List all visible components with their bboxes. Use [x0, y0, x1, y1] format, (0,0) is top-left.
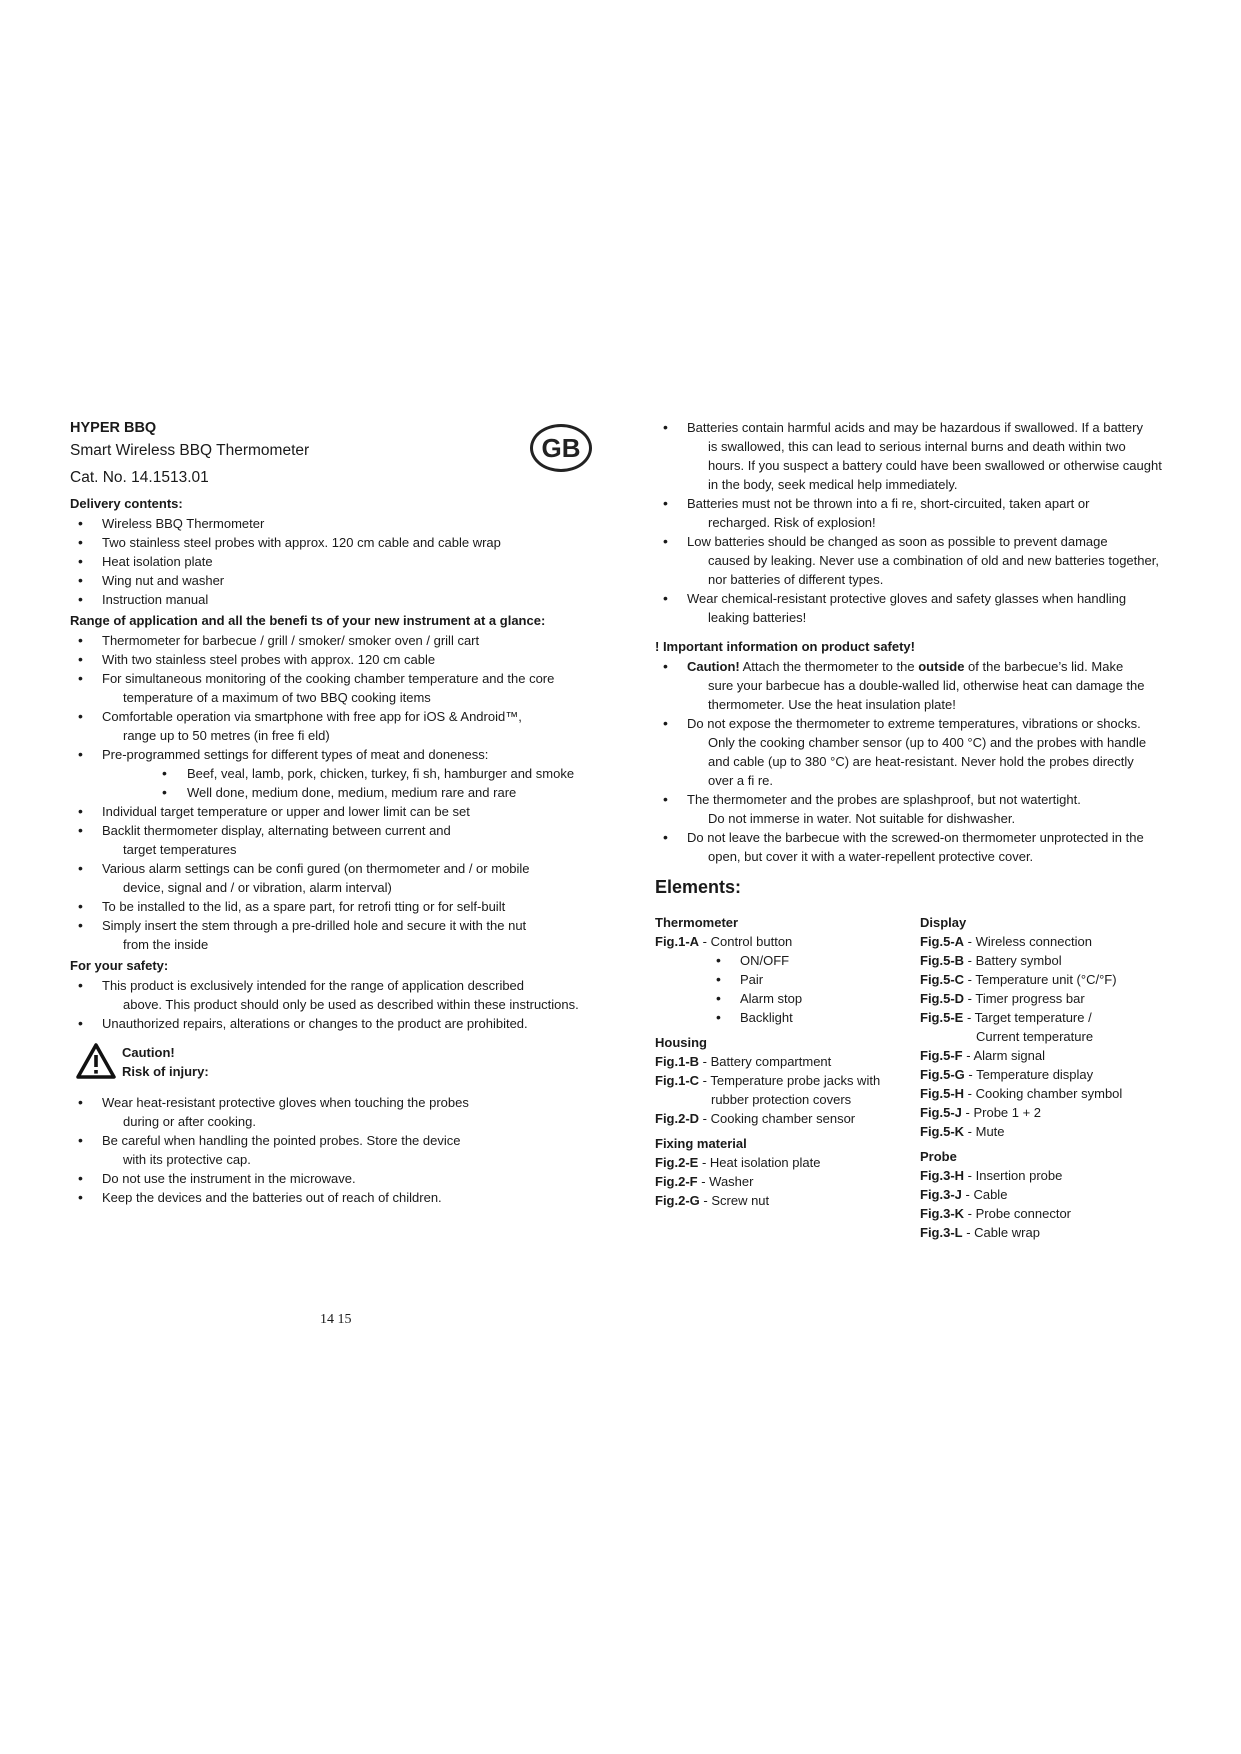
list-item-continuation: leaking batteries!	[708, 610, 807, 625]
list-item: • Pair	[655, 970, 915, 989]
list-item: • Thermometer for barbecue / grill / smoker/ smoker oven / grill cart	[70, 631, 610, 650]
fig-text-continuation: rubber protection covers	[711, 1092, 852, 1107]
list-item-continuation: recharged. Risk of explosion!	[708, 515, 876, 530]
fig-1c	[655, 1071, 915, 1109]
battery-list	[655, 418, 1185, 627]
fig-text: - Cooking chamber sensor	[699, 1111, 856, 1126]
fig-text: - Cable wrap	[962, 1225, 1040, 1240]
fig-code: Fig.5-D	[920, 991, 965, 1006]
fig-text: - Probe connector	[964, 1206, 1072, 1221]
control-button-functions	[655, 951, 915, 1027]
fixing-heading: Fixing material	[655, 1136, 747, 1151]
range-list	[70, 631, 610, 954]
inline-bold: outside	[918, 659, 965, 674]
list-item: • ON/OFF	[655, 951, 915, 970]
list-item	[70, 1093, 610, 1131]
list-item-text: Wear heat-resistant protective gloves when touching the probes	[102, 1095, 469, 1110]
fig-text: - Timer progress bar	[964, 991, 1085, 1006]
fig-text: - Mute	[964, 1124, 1005, 1139]
list-item-continuation: Do not immerse in water. Not suitable for dishwasher.	[708, 811, 1016, 826]
elements-right-column	[920, 907, 1180, 1242]
fig-2d	[655, 1109, 915, 1128]
fig-text: - Cooking chamber symbol	[964, 1086, 1123, 1101]
list-item: • Wireless BBQ Thermometer	[70, 514, 610, 533]
display-heading: Display	[920, 915, 967, 930]
fig-3k	[920, 1204, 1180, 1223]
list-item-text: Backlit thermometer display, alternating between current and	[102, 823, 451, 838]
fig-2e	[655, 1153, 915, 1172]
list-item-continuation: above. This product should only be used as described within these instructions.	[123, 997, 579, 1012]
fig-3j	[920, 1185, 1180, 1204]
list-item-text: Do not expose the thermometer to extreme temperatures, vibrations or shocks.	[687, 716, 1141, 731]
fig-5d	[920, 989, 1180, 1008]
delivery-list	[70, 514, 610, 609]
list-item: • Heat isolation plate	[70, 552, 610, 571]
fig-text: - Temperature display	[964, 1067, 1094, 1082]
fig-code: Fig.5-E	[920, 1010, 964, 1025]
fig-text: - Battery compartment	[699, 1054, 832, 1069]
list-item	[70, 1131, 610, 1169]
list-item-continuation: thermometer. Use the heat insulation plate!	[708, 697, 956, 712]
list-item	[655, 589, 1185, 627]
inline-text: of the barbecue’s lid. Make	[964, 659, 1124, 674]
fig-3h	[920, 1166, 1180, 1185]
probe-heading: Probe	[920, 1149, 957, 1164]
fig-text-continuation: Current temperature	[976, 1029, 1094, 1044]
list-item: • Alarm stop	[655, 989, 915, 1008]
list-item: • Individual target temperature or upper and lower limit can be set	[70, 802, 610, 821]
list-item-text: Be careful when handling the pointed probes. Store the device	[102, 1133, 461, 1148]
fig-text: - Temperature unit (°C/°F)	[964, 972, 1117, 987]
fig-code: Fig.1-A	[655, 934, 700, 949]
inline-text: Attach the thermometer to the	[739, 659, 919, 674]
country-badge: GB	[530, 424, 592, 472]
list-item-text: For simultaneous monitoring of the cooking chamber temperature and the core	[102, 671, 555, 686]
fig-code: Fig.5-J	[920, 1105, 962, 1120]
fig-code: Fig.2-G	[655, 1193, 700, 1208]
caution-list	[70, 1093, 610, 1207]
fig-text: - Insertion probe	[964, 1168, 1063, 1183]
list-item: • With two stainless steel probes with approx. 120 cm cable	[70, 650, 610, 669]
fig-text: - Probe 1 + 2	[961, 1105, 1042, 1120]
fig-5a	[920, 932, 1180, 951]
list-item-continuation: temperature of a maximum of two BBQ cooking items	[123, 690, 431, 705]
elements-left-column	[655, 907, 915, 1210]
list-item-text: Do not leave the barbecue with the screwed-on thermometer unprotected in the	[687, 830, 1144, 845]
product-subtitle: Smart Wireless BBQ Thermometer	[70, 442, 310, 459]
list-item-continuation: over a fi re.	[708, 773, 774, 788]
list-item-continuation: target temperatures	[123, 842, 237, 857]
list-item	[70, 669, 610, 707]
list-item	[70, 916, 610, 954]
list-item	[655, 532, 1185, 589]
fig-text: - Control button	[699, 934, 793, 949]
product-safety-list	[655, 657, 1185, 866]
list-item-continuation: with its protective cap.	[123, 1152, 251, 1167]
fig-code: Fig.3-H	[920, 1168, 965, 1183]
list-item	[70, 859, 610, 897]
fig-code: Fig.1-B	[655, 1054, 700, 1069]
fig-text: - Target temperature /	[963, 1010, 1092, 1025]
list-item-text: Low batteries should be changed as soon as possible to prevent damage	[687, 534, 1108, 549]
list-item-text: Various alarm settings can be confi gured (on thermometer and / or mobile	[102, 861, 530, 876]
list-item-continuation: caused by leaking. Never use a combination of old and new batteries together,	[708, 553, 1159, 568]
list-item-text: Batteries contain harmful acids and may be hazardous if swallowed. If a battery	[687, 420, 1143, 435]
warning-triangle-icon	[76, 1043, 116, 1079]
fig-text: - Battery symbol	[964, 953, 1062, 968]
list-item: • Pre-programmed settings for different types of meat and doneness:	[70, 745, 610, 764]
thermometer-heading: Thermometer	[655, 915, 739, 930]
list-item-text: Simply insert the stem through a pre-drilled hole and secure it with the nut	[102, 918, 527, 933]
list-item	[655, 828, 1185, 866]
fig-5b	[920, 951, 1180, 970]
list-item	[655, 418, 1185, 494]
fig-code: Fig.2-E	[655, 1155, 699, 1170]
list-item	[655, 790, 1185, 828]
fig-text: - Cable	[961, 1187, 1008, 1202]
safety-list	[70, 976, 610, 1033]
fig-code: Fig.5-A	[920, 934, 965, 949]
sub-list-item: • Beef, veal, lamb, pork, chicken, turkey, fi sh, hamburger and smoke	[70, 764, 610, 783]
fig-5f	[920, 1046, 1180, 1065]
fig-5c	[920, 970, 1180, 989]
fig-text: - Heat isolation plate	[698, 1155, 821, 1170]
list-item-continuation: in the body, seek medical help immediately.	[708, 477, 958, 492]
page-number: 14 15	[320, 1312, 352, 1327]
fig-5e	[920, 1008, 1180, 1046]
fig-1a	[655, 932, 915, 951]
fig-code: Fig.5-H	[920, 1086, 965, 1101]
fig-code: Fig.3-K	[920, 1206, 965, 1221]
fig-2f	[655, 1172, 915, 1191]
fig-text: - Washer	[697, 1174, 754, 1189]
list-item	[655, 494, 1185, 532]
left-column	[70, 418, 610, 1207]
fig-5j	[920, 1103, 1180, 1122]
fig-code: Fig.2-D	[655, 1111, 700, 1126]
list-item	[70, 976, 610, 1014]
catalog-number: Cat. No. 14.1513.01	[70, 469, 209, 486]
list-item-text	[687, 659, 1123, 674]
list-item-continuation: Only the cooking chamber sensor (up to 400 °C) and the probes with handle	[708, 735, 1147, 750]
list-item-text: Wear chemical-resistant protective gloves and safety glasses when handling	[687, 591, 1127, 606]
fig-code: Fig.2-F	[655, 1174, 698, 1189]
list-item-continuation: range up to 50 metres (in free fi eld)	[123, 728, 330, 743]
list-item-continuation: from the inside	[123, 937, 209, 952]
fig-code: Fig.5-B	[920, 953, 965, 968]
product-safety-heading: ! Important information on product safety!	[655, 639, 915, 654]
fig-code: Fig.5-F	[920, 1048, 963, 1063]
fig-code: Fig.5-K	[920, 1124, 965, 1139]
fig-code: Fig.3-J	[920, 1187, 962, 1202]
list-item: • Unauthorized repairs, alterations or changes to the product are prohibited.	[70, 1014, 610, 1033]
list-item-text: The thermometer and the probes are splashproof, but not watertight.	[687, 792, 1081, 807]
elements-heading: Elements:	[655, 877, 742, 897]
fig-3l	[920, 1223, 1180, 1242]
list-item: • Keep the devices and the batteries out of reach of children.	[70, 1188, 610, 1207]
list-item-continuation: sure your barbecue has a double-walled lid, otherwise heat can damage the	[708, 678, 1145, 693]
fig-text: - Alarm signal	[962, 1048, 1045, 1063]
fig-code: Fig.5-G	[920, 1067, 965, 1082]
fig-5h	[920, 1084, 1180, 1103]
fig-code: Fig.1-C	[655, 1073, 700, 1088]
list-item: • Do not use the instrument in the microwave.	[70, 1169, 610, 1188]
risk-label: Risk of injury:	[122, 1064, 209, 1079]
housing-heading: Housing	[655, 1035, 707, 1050]
fig-text: - Temperature probe jacks with	[699, 1073, 881, 1088]
fig-5k	[920, 1122, 1180, 1141]
list-item-text: Batteries must not be thrown into a fi re, short-circuited, taken apart or	[687, 496, 1090, 511]
caution-text	[122, 1043, 209, 1081]
range-heading: Range of application and all the benefi ts of your new instrument at a glance:	[70, 613, 546, 628]
list-item: • Backlight	[655, 1008, 915, 1027]
delivery-heading: Delivery contents:	[70, 496, 183, 511]
list-item	[70, 821, 610, 859]
fig-2g	[655, 1191, 915, 1210]
safety-heading: For your safety:	[70, 958, 169, 973]
list-item-continuation: open, but cover it with a water-repellent protective cover.	[708, 849, 1034, 864]
list-item-text: This product is exclusively intended for the range of application described	[102, 978, 525, 993]
list-item-continuation: and cable (up to 380 °C) are heat-resistant. Never hold the probes directly	[708, 754, 1134, 769]
right-column	[655, 418, 1185, 1247]
list-item: • Instruction manual	[70, 590, 610, 609]
caution-label: Caution!	[687, 659, 740, 674]
caution-block	[70, 1041, 610, 1085]
list-item-continuation: nor batteries of different types.	[708, 572, 884, 587]
elements-section	[655, 907, 1185, 1247]
list-item-text: Comfortable operation via smartphone with free app for iOS & Android™,	[102, 709, 522, 724]
sub-list-item: • Well done, medium done, medium, medium rare and rare	[70, 783, 610, 802]
list-item: • To be installed to the lid, as a spare part, for retrofi tting or for self-built	[70, 897, 610, 916]
fig-text: - Wireless connection	[964, 934, 1092, 949]
fig-text: - Screw nut	[699, 1193, 770, 1208]
list-item: • Wing nut and washer	[70, 571, 610, 590]
list-item: • Two stainless steel probes with approx. 120 cm cable and cable wrap	[70, 533, 610, 552]
list-item	[655, 657, 1185, 714]
product-title: HYPER BBQ	[70, 420, 157, 436]
list-item-continuation: during or after cooking.	[123, 1114, 256, 1129]
caution-label: Caution!	[122, 1045, 175, 1060]
fig-5g	[920, 1065, 1180, 1084]
fig-code: Fig.5-C	[920, 972, 965, 987]
list-item	[70, 707, 610, 745]
list-item	[655, 714, 1185, 790]
list-item-continuation: is swallowed, this can lead to serious internal burns and death within two	[708, 439, 1126, 454]
list-item-continuation: hours. If you suspect a battery could have been swallowed or otherwise caught	[708, 458, 1162, 473]
fig-1b	[655, 1052, 915, 1071]
list-item-continuation: device, signal and / or vibration, alarm interval)	[123, 880, 392, 895]
fig-code: Fig.3-L	[920, 1225, 963, 1240]
